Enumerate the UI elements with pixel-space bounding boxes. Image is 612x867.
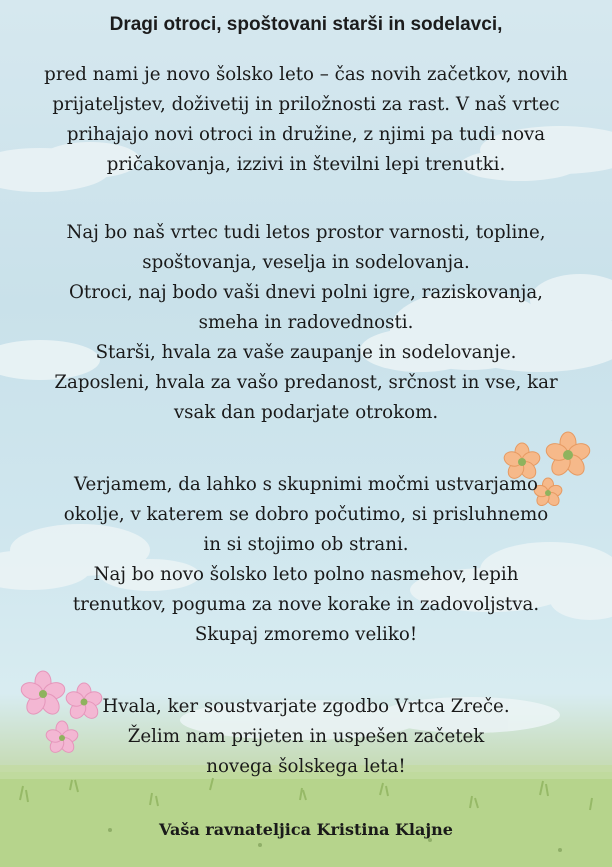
text-line: Skupaj zmoremo veliko! <box>194 624 418 645</box>
text-line: Otroci, naj bodo vaši dnevi polni igre, raziskovanja, <box>69 282 543 303</box>
text-line: okolje, v katerem se dobro počutimo, si prisluhnemo <box>63 504 549 525</box>
text-line: prihajajo novi otroci in družine, z njimi pa tudi nova <box>66 124 546 145</box>
text-line: novega šolskega leta! <box>206 756 406 777</box>
text-line: trenutkov, poguma za nove korake in zadovoljstva. <box>72 594 540 615</box>
text-line: vsak dan podarjate otrokom. <box>173 402 439 423</box>
text-line: spoštovanja, veselja in sodelovanja. <box>142 252 470 273</box>
text-line: Naj bo naš vrtec tudi letos prostor varnosti, topline, <box>66 222 546 243</box>
text-line: Želim nam prijeten in uspešen začetek <box>127 726 485 747</box>
paragraph-wishes <box>0 218 612 428</box>
text-line: prijateljstev, doživetij in priložnosti za rast. V naš vrtec <box>52 94 560 115</box>
text-line: in si stojimo ob strani. <box>203 534 409 555</box>
paragraph-intro <box>0 60 612 180</box>
text-line: Verjamem, da lahko s skupnimi močmi ustvarjamo <box>74 474 538 495</box>
text-line: Naj bo novo šolsko leto polno nasmehov, lepih <box>93 564 519 585</box>
text-line: pred nami je novo šolsko leto – čas novih začetkov, novih <box>44 64 568 85</box>
signature: Vaša ravnateljica Kristina Klajne <box>159 820 453 839</box>
text-line: Starši, hvala za vaše zaupanje in sodelovanje. <box>95 342 517 363</box>
text-line: pričakovanja, izzivi in številni lepi trenutki. <box>106 154 506 175</box>
text-line: Hvala, ker soustvarjate zgodbo Vrtca Zreče. <box>102 696 510 717</box>
text-line: Zaposleni, hvala za vašo predanost, srčnost in vse, kar <box>54 372 558 393</box>
text-line: smeha in radovednosti. <box>198 312 414 333</box>
paragraph-thanks <box>0 692 612 782</box>
paragraph-belief <box>0 470 612 650</box>
greeting-heading: Dragi otroci, spoštovani starši in sodelavci, <box>109 14 503 35</box>
